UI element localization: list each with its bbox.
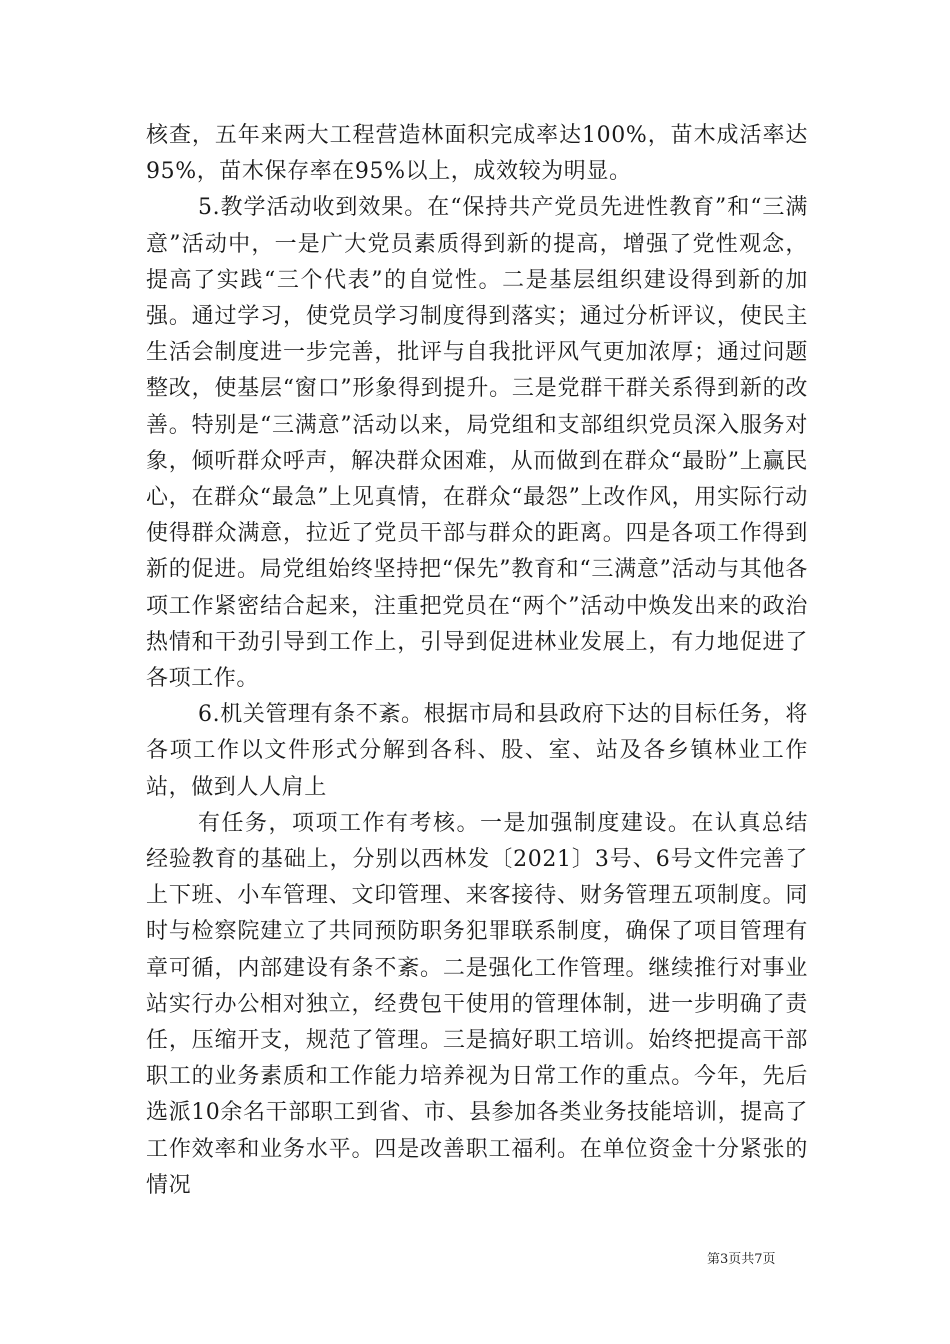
paragraph-3: 有任务，项项工作有考核。一是加强制度建设。在认真总结经验教育的基础上，分别以西林发〔2021〕3号、6号文件完善了上下班、小车管理、文印管理、来客接待、财务管理五项制度。同时与检察院建立了共同预防职务犯罪联系制度，确保了项目管理有章可循，内部建设有条不紊。二是强化工作管理。继续推行对事业站实行办公相对独立，经费包干使用的管理体制，进一步明确了责任，压缩开支，规范了管理。三是搞好职工培训。始终把提高干部职工的业务素质和工作能力培养视为日常工作的重点。今年，先后选派10余名干部职工到省、市、县参加各类业务技能培训，提高了工作效率和业务水平。四是改善职工福利。在单位资金十分紧张的情况 bbox=[146, 810, 808, 1198]
paragraph-2: 6.机关管理有条不紊。根据市局和县政府下达的目标任务，将各项工作以文件形式分解到各科、股、室、站及各乡镇林业工作站，做到人人肩上 bbox=[146, 702, 808, 800]
page-number: 第3页共7页 bbox=[707, 1252, 776, 1267]
paragraph-1: 5.教学活动收到效果。在“保持共产党员先进性教育”和“三满意”活动中，一是广大党员素质得到新的提高，增强了党性观念，提高了实践“三个代表”的自觉性。二是基层组织建设得到新的加强。通过学习，使党员学习制度得到落实；通过分析评议，使民主生活会制度进一步完善，批评与自我批评风气更加浓厚；通过问题整改，使基层“窗口”形象得到提升。三是党群干群关系得到新的改善。特别是“三满意”活动以来，局党组和支部组织党员深入服务对象，倾听群众呼声，解决群众困难，从而做到在群众“最盼”上赢民心，在群众“最急”上见真情，在群众“最怨”上改作风，用实际行动使得群众满意，拉近了党员干部与群众的距离。四是各项工作得到新的促进。局党组始终坚持把“保先”教育和“三满意”活动与其他各项工作紧密结合起来，注重把党员在“两个”活动中焕发出来的政治热情和干劲引导到工作上，引导到促进林业发展上，有力地促进了各项工作。 bbox=[146, 195, 808, 692]
paragraph-0: 核查，五年来两大工程营造林面积完成率达100%，苗木成活率达95%，苗木保存率在95%以上，成效较为明显。 bbox=[146, 123, 808, 185]
document-body bbox=[146, 118, 808, 1204]
